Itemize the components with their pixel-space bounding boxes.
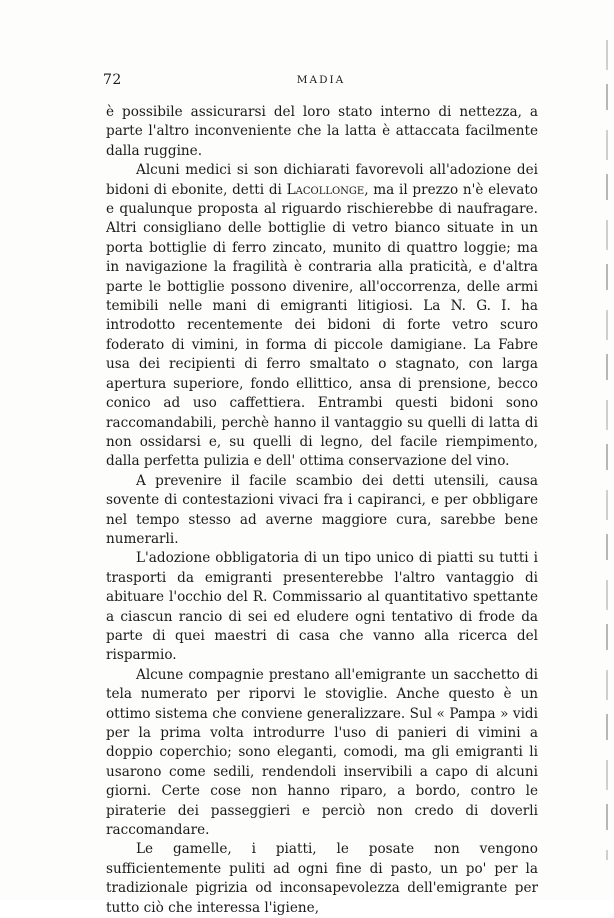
body-text (106, 103, 538, 918)
paragraph-bidoni-rest: , ma il prezzo n'è elevato e qualunque proposta al riguardo rischierebbe di naufragare. Altri consigliano delle bottiglie di vetro bianco situate in un porta bottiglie di ferro zincato, munito di quattro loggie; ma in navigazione la fragilità è contraria alla praticità, e d'altra parte le bottiglie possono divenire, all'occorrenza, delle armi temibili nelle mani di emigranti litigiosi. La N. G. I. ha introdotto recentemente dei bidoni di forte vetro scuro foderato di vimini, in forma di piccole damigiane. La Fabre usa dei recipienti di ferro smaltato o stagnato, con larga apertura superiore, fondo ellittico, ansa di prensione, becco conico ad uso caffettiera. Entrambi questi bidoni sono raccomandabili, perchè hanno il vantaggio su quelli di latta di non ossidarsi e, su quelli di legno, del facile riempimento, dalla perfetta pulizia e dell' ottima conservazione del vino. (106, 181, 538, 470)
name-lacollonge: Lacollonge (286, 181, 365, 198)
paragraph-utensili: A prevenire il facile scambio dei detti utensili, causa sovente di contestazioni vivaci fra i capiranci, e per obbligare nel tempo stesso ad averne maggiore cura, sarebbe bene numerarli. (106, 472, 538, 547)
paragraph-continuation: è possibile assicurarsi del loro stato interno di nettezza, a parte l'altro inconveniente che la latta è attaccata facilmente dalla ruggine. (106, 104, 538, 159)
paragraph-bidoni (106, 161, 538, 472)
page-header (103, 72, 539, 92)
running-title: MADIA (296, 74, 346, 86)
paragraph-bidoni-start: Alcuni medici si son dichiarati favorevoli all'adozione dei bidoni di ebonite, detti di (106, 162, 538, 198)
paragraph-compagnie: Alcune compagnie prestano all'emigrante un sacchetto di tela numerato per riporvi le stoviglie. Anche questo è un ottimo sistema che conviene generalizzare. Sul « Pampa » vidi per la prima volta introdurre l'uso di panieri di vimini a doppio coperchio; sono eleganti, comodi, ma gli emigranti li usarono come sedili, rendendoli inservibili a capo di alcuni giorni. Certe cose non hanno riparo, a bordo, contro le piraterie dei passeggieri e perciò non credo di doverli raccomandare. (106, 666, 538, 839)
paragraph-gamelle: Le gamelle, i piatti, le posate non vengono sufficientemente puliti ad ogni fine di pasto, un po' per la tradizionale pigrizia od inconsapevolezza dell'emigrante per tutto ciò che interessa l'igiene, (106, 841, 538, 916)
page-number: 72 (103, 72, 122, 88)
page-edge-shadow (606, 40, 608, 860)
paragraph-piatti: L'adozione obbligatoria di un tipo unico di piatti su tutti i trasporti da emigranti presenterebbe l'altro vantaggio di abituare l'occhio del R. Commissario al quantitativo spettante a ciascun rancio di sei ed eludere ogni tentativo di frode da parte di quei maestri di casa che vanno alla ricerca del risparmio. (106, 550, 538, 664)
